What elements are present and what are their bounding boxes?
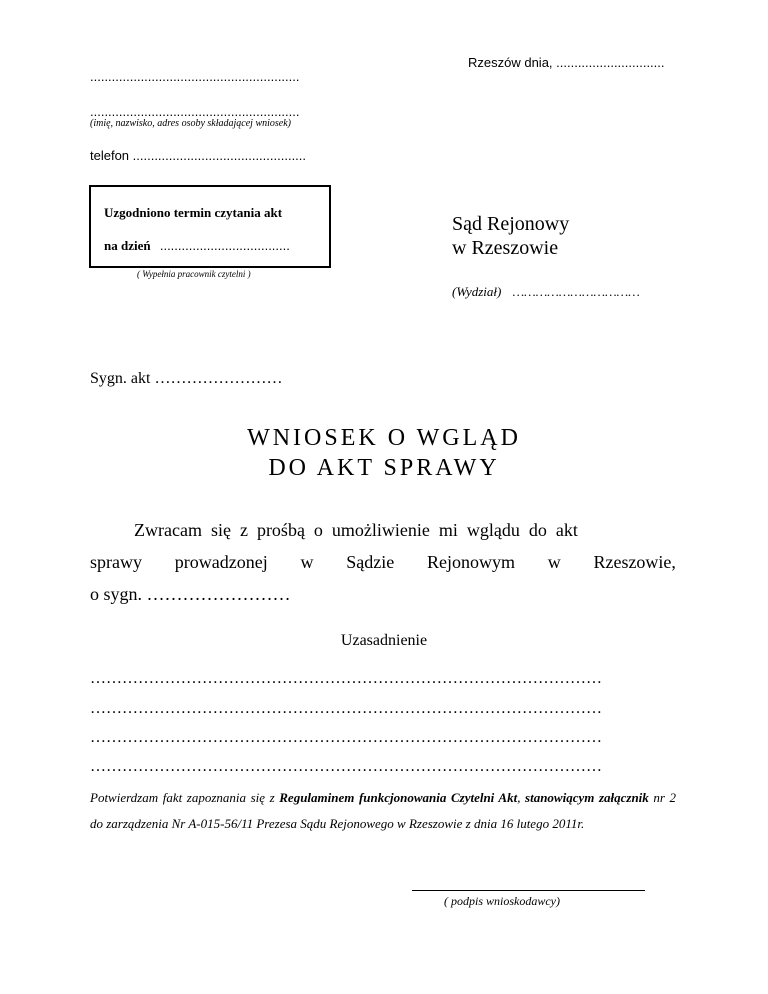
regulation-confirmation <box>90 785 676 837</box>
signature-line <box>412 890 645 891</box>
request-word: w <box>300 552 314 572</box>
document-title-line-1: WNIOSEK O WGLĄD <box>247 425 521 451</box>
justification-line: …………………………………………………………………………………… <box>90 729 602 746</box>
regulation-name: Regulaminem funkcjonowania Czytelni Akt <box>279 790 518 805</box>
request-line-1: Zwracam się z prośbą o umożliwienie mi wglądu do akt <box>134 520 578 540</box>
document-title-line-2: DO AKT SPRAWY <box>268 455 500 481</box>
court-name: Sąd Rejonowy <box>452 213 570 235</box>
reading-date-stamp-box <box>89 185 331 268</box>
division-label: (Wydział) <box>452 284 502 299</box>
request-word: Sądzie <box>346 552 395 572</box>
applicant-name-line: .......................................................... <box>90 69 300 84</box>
stamp-title: Uzgodniono termin czytania akt <box>104 205 283 220</box>
request-line-3: o sygn. …………………… <box>90 584 291 604</box>
request-word: Rejonowym <box>426 552 515 572</box>
division-dots: …………………………… <box>512 284 640 299</box>
stamp-date-line <box>104 238 290 254</box>
justification-line: …………………………………………………………………………………… <box>90 700 602 717</box>
case-number-line: Sygn. akt …………………… <box>90 370 283 387</box>
stamp-date-dots: .................................... <box>159 238 290 253</box>
signature-caption: ( podpis wnioskodawcy) <box>444 894 560 908</box>
justification-line: …………………………………………………………………………………… <box>90 670 602 687</box>
confirmation-text: , <box>517 790 526 805</box>
request-word: Rzeszowie, <box>593 552 676 572</box>
request-word: w <box>547 552 561 572</box>
attachment-text: stanowiącym załącznik <box>525 790 649 805</box>
division-line <box>452 284 640 300</box>
court-city: w Rzeszowie <box>452 237 559 259</box>
stamp-caption: ( Wypełnia pracownik czytelni ) <box>137 269 251 279</box>
confirmation-text: nr 2 do zarządzenia Nr A-015-56/11 Prezesa Sądu Rejonowego w Rzeszowie z dnia 16 lutego 2011r. <box>90 790 677 831</box>
request-word: prowadzonej <box>174 552 268 572</box>
phone-line: telefon ................................................ <box>90 148 307 163</box>
applicant-caption: (imię, nazwisko, adres osoby składającej wniosek) <box>90 118 291 129</box>
confirmation-text: Potwierdzam fakt zapoznania się z <box>90 790 280 805</box>
request-word: sprawy <box>90 552 142 572</box>
justification-heading: Uzasadnienie <box>340 632 428 649</box>
justification-line: …………………………………………………………………………………… <box>90 758 602 775</box>
date-line: Rzeszów dnia, .............................. <box>468 55 665 70</box>
request-line-2 <box>90 552 676 573</box>
stamp-date-label: na dzień <box>104 238 151 253</box>
applicant-address-line: .......................................................... <box>90 104 300 119</box>
